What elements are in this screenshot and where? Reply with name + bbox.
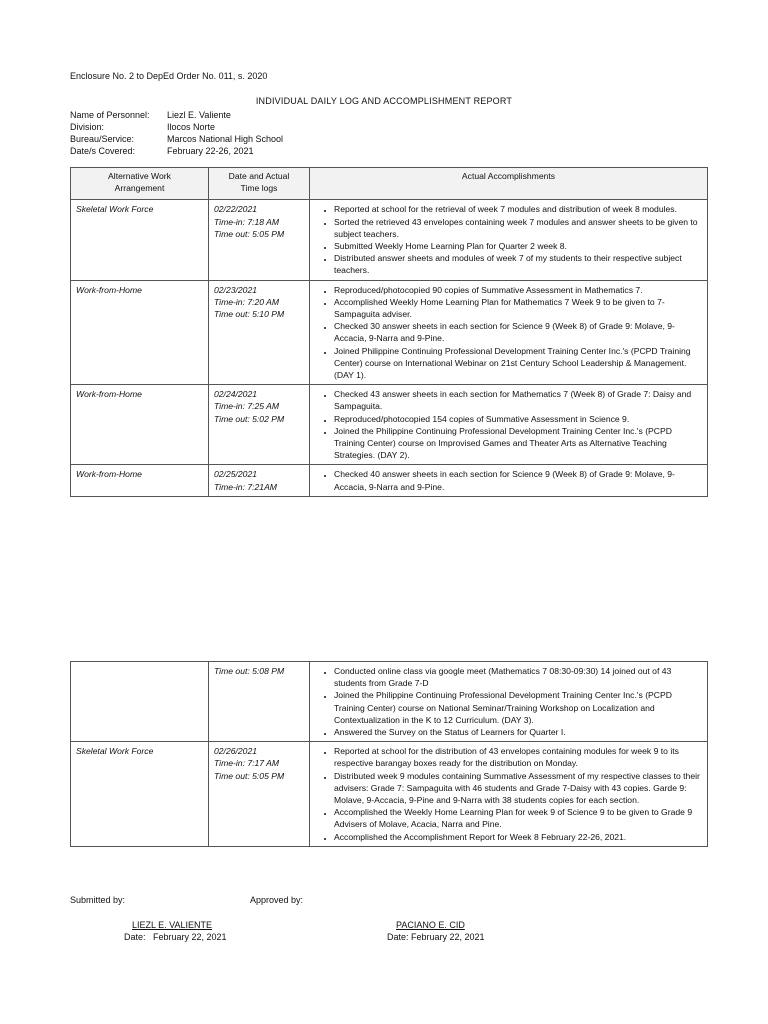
accomplishment-item: • Joined the Philippine Continuing Professional Development Training Center Inc.'s (PCPD Training Center) course on Improvised Games and Theater Arts as Alternative Teaching Strategies. (DAY 2). [334,425,702,462]
info-label: Division: [70,122,105,132]
info-value: February 22-26, 2021 [167,146,254,156]
accomplishment-item: • Submitted Weekly Home Learning Plan for Quarter 2 week 8. [334,240,702,252]
accomplishments-cell [310,385,708,465]
info-value: Marcos National High School [167,134,284,144]
accomplishment-item: • Joined Philippine Continuing Professional Development Training Center Inc.'s (PCPD Training Center) course on International Webinar on 21st Century School Leadership & Management. (DAY 1). [334,345,702,382]
accomplishment-list [315,745,702,843]
header-arrangement [71,168,209,200]
accomplishments-cell [310,200,708,280]
accomplishment-item: • Accomplished the Weekly Home Learning Plan for week 9 of Science 9 to be given to Grade 9 Advisers of Molave, Acacia, Narra and Pine. [334,806,702,830]
time-log-cell [209,662,310,742]
time-log-line: Time out: 5:10 PM [214,309,285,320]
accomplishments-cell [310,662,708,742]
accomplishment-list [315,388,702,461]
header-text: Arrangement [114,183,165,194]
time-log-line: 02/23/2021 [214,284,258,295]
accomplishment-item: • Joined the Philippine Continuing Professional Development Training Center Inc.'s (PCPD Training Center) course on National Seminar/Training Workshop on Localization and Contextualization in the K to 12 Curriculum. (DAY 3). [334,689,702,726]
accomplishment-item: • Checked 43 answer sheets in each section for Mathematics 7 (Week 8) of Grade 7: Daisy and Sampaguita. [334,388,702,412]
info-value: Liezl E. Valiente [167,110,231,120]
time-log-cell [209,200,310,280]
log-table-page2 [70,661,708,847]
info-row-bureau [70,133,283,145]
accomplishment-item: • Accomplished the Accomplishment Report for Week 8 February 22-26, 2021. [334,831,702,843]
accomplishment-list [315,468,702,492]
table-row [71,280,708,385]
header-text: Time logs [240,183,278,194]
work-arrangement-cell: Skeletal Work Force [71,200,209,280]
work-arrangement-cell [71,662,209,742]
time-log-cell [209,742,310,847]
work-arrangement-cell: Work-from-Home [71,385,209,465]
enclosure-reference: Enclosure No. 2 to DepEd Order No. 011, s. 2020 [70,71,268,81]
info-label: Date/s Covered: [70,146,136,156]
time-log-line: 02/25/2021 [214,469,258,480]
time-log-line: Time out: 5:02 PM [214,413,285,424]
approved-by-label: Approved by: [250,895,304,905]
header-text: Alternative Work [108,171,171,181]
time-log-line: Time out: 5:05 PM [214,228,285,239]
report-title: INDIVIDUAL DAILY LOG AND ACCOMPLISHMENT REPORT [255,96,513,106]
info-label: Bureau/Service: [70,134,135,144]
log-table-page1 [70,167,708,497]
time-log-line: Time-in: 7:21AM [214,481,277,492]
accomplishment-item: • Sorted the retrieved 43 envelopes containing week 7 modules and answer sheets to be given to subject teachers. [334,216,702,240]
table-body [71,662,708,847]
time-log-line: Time-in: 7:18 AM [214,216,280,227]
info-row-name [70,109,283,121]
submitter-name: LIEZL E. VALIENTE [132,920,213,930]
time-log-line: Time out: 5:08 PM [214,666,285,676]
table-row [71,385,708,465]
header-text: Date and Actual [228,171,290,181]
time-log-cell [209,465,310,496]
time-log-cell [209,385,310,465]
header-text: Actual Accomplishments [461,171,556,181]
table-row [71,742,708,847]
table-row [71,465,708,496]
accomplishment-item: • Reproduced/photocopied 90 copies of Summative Assessment in Mathematics 7. [334,284,702,296]
time-log-line: 02/24/2021 [214,389,258,400]
accomplishment-item: • Reported at school for the distribution of 43 envelopes containing modules for week 9 to its respective barangay boxes ready for the distribution on Monday. [334,745,702,769]
accomplishment-item: • Checked 30 answer sheets in each section for Science 9 (Week 8) of Grade 9: Molave, 9- Accacia, 9-Narra and 9-Pine. [334,320,702,344]
time-log-line: Time-in: 7:20 AM [214,296,280,307]
time-log-line: Time-in: 7:17 AM [214,758,280,769]
approver-name: PACIANO E. CID [396,920,465,930]
accomplishment-list [315,203,702,276]
table-row [71,200,708,280]
accomplishments-cell [310,280,708,385]
approver-date: Date: February 22, 2021 [387,932,485,942]
personnel-info [70,109,283,157]
header-time-logs [209,168,310,200]
accomplishments-cell [310,465,708,496]
table-row [71,662,708,742]
info-label: Name of Personnel: [70,110,150,120]
work-arrangement-cell: Work-from-Home [71,465,209,496]
accomplishments-cell [310,742,708,847]
accomplishment-item: • Reported at school for the retrieval of week 7 modules and distribution of week 8 modules. [334,203,702,215]
info-row-division [70,121,283,133]
accomplishment-item: • Reproduced/photocopied 154 copies of Summative Assessment in Science 9. [334,413,702,425]
header-accomplishments [310,168,708,200]
time-log-line: 02/26/2021 [214,746,258,757]
accomplishment-item: • Conducted online class via google meet (Mathematics 7 08:30-09:30) 14 joined out of 43 students from Grade 7-D [334,665,702,689]
accomplishment-item: • Distributed answer sheets and modules of week 7 of my students to their respective subject teachers. [334,252,702,276]
time-log-cell [209,280,310,385]
time-log-line: 02/22/2021 [214,204,258,215]
info-row-dates [70,145,283,157]
accomplishment-item: • Accomplished Weekly Home Learning Plan for Mathematics 7 Week 9 to be given to 7-Sampaguita adviser. [334,296,702,320]
accomplishment-list [315,665,702,738]
submitter-date: Date: February 22, 2021 [124,932,227,942]
table-header-row [71,168,708,200]
time-log-line: Time out: 5:05 PM [214,770,285,781]
submitted-by-label: Submitted by: [70,895,126,905]
info-value: Ilocos Norte [167,122,216,132]
work-arrangement-cell: Work-from-Home [71,280,209,385]
time-log-line: Time-in: 7:25 AM [214,401,280,412]
accomplishment-list [315,284,702,382]
work-arrangement-cell: Skeletal Work Force [71,742,209,847]
accomplishment-item: • Checked 40 answer sheets in each section for Science 9 (Week 8) of Grade 9: Molave, 9-Accacia, 9-Narra and 9-Pine. [334,468,702,492]
table-body [71,200,708,496]
accomplishment-item: • Distributed week 9 modules containing Summative Assessment of my respective classes to their advisers: Grade 7: Sampaguita with 46 students and Grade 7-Daisy with 43 copies. Garde 9: Molave, 9-Accacia, 9-Pine and 9-Narra with 38 students copies for each section. [334,770,702,807]
accomplishment-item: • Answered the Survey on the Status of Learners for Quarter I. [334,726,702,738]
